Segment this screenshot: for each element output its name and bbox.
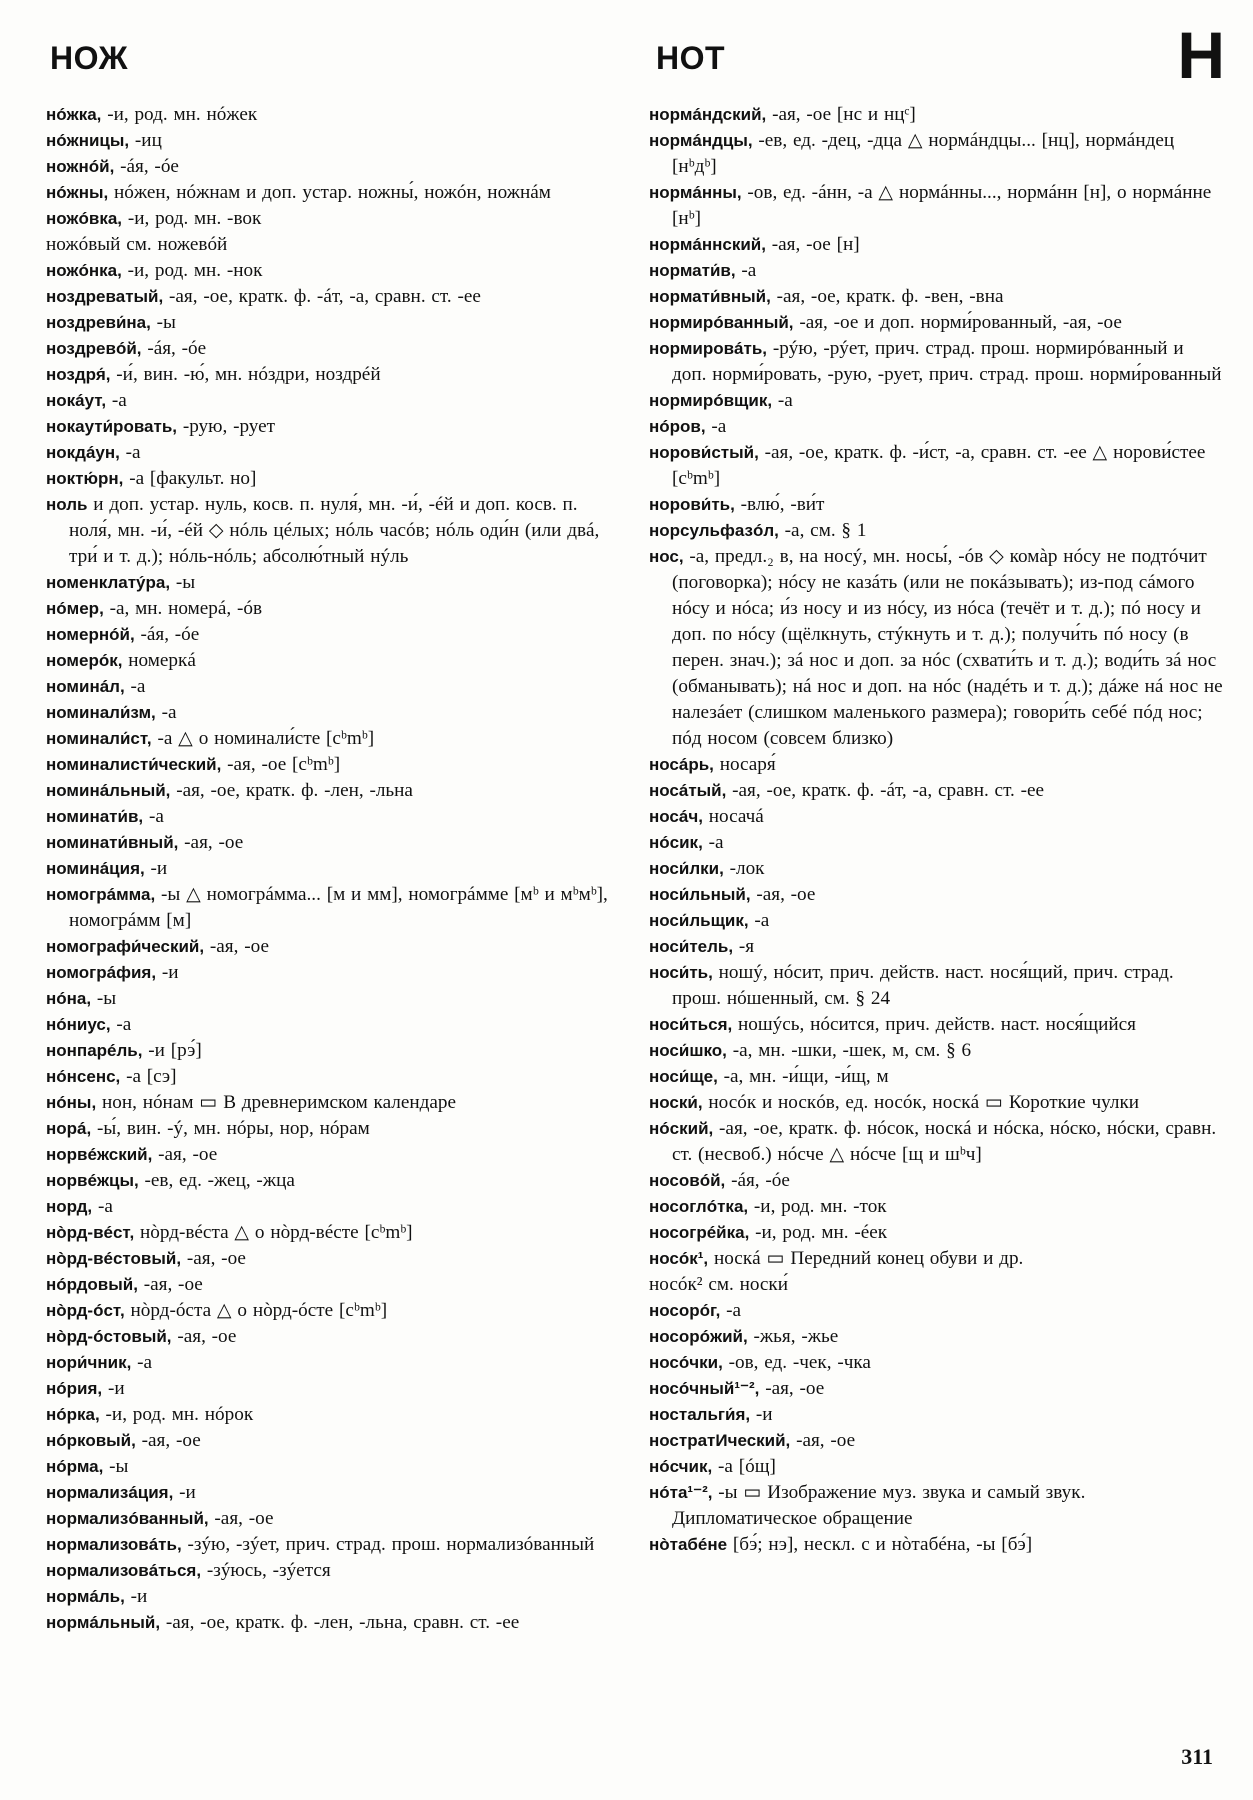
entry-body: -ая, -ое [759, 1378, 825, 1399]
entry-body: -а, см. § 1 [778, 520, 867, 541]
dictionary-entry [46, 154, 618, 180]
entry-body: -иц [129, 130, 162, 151]
dictionary-entry [46, 1324, 618, 1350]
dictionary-entry [649, 1246, 1223, 1272]
entry-body: -ая, -ое [208, 1508, 274, 1529]
entry-body: -и, род. мн. -éек [749, 1222, 888, 1243]
entry-headword: номенклатýра, [46, 573, 171, 592]
entry-body: -а [124, 676, 146, 697]
dictionary-entry [46, 1194, 618, 1220]
dictionary-entry [649, 1116, 1223, 1168]
dictionary-entry [46, 830, 618, 856]
entry-headword: нóрдовый, [46, 1275, 138, 1294]
entry-headword: номогрáмма, [46, 885, 156, 904]
dictionary-entry [46, 1532, 618, 1558]
entry-body: -а, предл.₂ в, на носý, мн. носы́, -óв ◇ комàр нóсу не подтóчит (поговорка); нóсу не казáть (или не покáзывать); из-под сáмого нóсу и нóса; и́з носу и из нóсу, из нóса (течёт и т. д.); пó носу и доп. по нóсу (щёлкнуть, стýкнуть и т. д.); получи́ть пó носу (в перен. знач.); зá нос и доп. за нóс (схвати́ть и т. д.); води́ть зá нос (обманывать); нá нос и доп. на нóс (надéть и т. д.); дáже нá нос не налезáет (слишком маленького размера); говори́ть себé пóд нос; пóд носом (совсем близко) [672, 546, 1223, 749]
entry-headword: носи́лки, [649, 859, 724, 878]
entry-headword: нóниус, [46, 1015, 111, 1034]
entry-body: -а [705, 416, 727, 437]
entry-headword: носóчный¹⁻², [649, 1379, 760, 1398]
dictionary-entry [46, 1038, 618, 1064]
entry-headword: ноздревóй, [46, 339, 142, 358]
entry-body: -а [735, 260, 757, 281]
entry-headword: нóсик, [649, 833, 703, 852]
right-column [649, 102, 1223, 1558]
entry-headword: ножнóй, [46, 157, 115, 176]
entry-body: -зýюсь, -зýется [201, 1560, 331, 1581]
dictionary-entry [649, 1532, 1223, 1558]
entry-headword: нормализáция, [46, 1483, 174, 1502]
dictionary-entry [46, 1454, 618, 1480]
entry-headword: нокдáун, [46, 443, 120, 462]
entry-headword: номинáция, [46, 859, 145, 878]
dictionary-entry [649, 1012, 1223, 1038]
dictionary-entry [46, 310, 618, 336]
entry-body: -ы [91, 988, 117, 1009]
entry-body: и доп. устар. нуль, косв. п. нуля́, мн. -и́, -éй и доп. косв. п. ноля́, мн. -и́, -éй ◇ нóль цéлых; нóль часóв; нóль оди́н (или двá, три́ и т. д.); нóль-нóль; абсолю́тный нýль [69, 494, 600, 567]
dictionary-entry [649, 128, 1223, 180]
entry-headword: ностальги́я, [649, 1405, 751, 1424]
dictionary-entry [649, 1090, 1223, 1116]
dictionary-entry [46, 1558, 618, 1584]
entry-headword: нóны, [46, 1093, 97, 1112]
entry-headword: нормати́вный, [649, 287, 771, 306]
dictionary-entry [649, 180, 1223, 232]
entry-headword: ноздреватый, [46, 287, 164, 306]
dictionary-entry [46, 232, 618, 258]
entry-body: -áя, -óе [725, 1170, 790, 1191]
left-column [46, 102, 618, 1636]
dictionary-entry [46, 1350, 618, 1376]
entry-headword: ножóнка, [46, 261, 122, 280]
dictionary-entry [46, 102, 618, 128]
entry-body: -а △ о номинали́сте [cᵇmᵇ] [151, 728, 375, 749]
entry-headword: номиналисти́ческий, [46, 755, 222, 774]
entry-headword: нóмер, [46, 599, 104, 618]
dictionary-entry [649, 830, 1223, 856]
dictionary-entry [649, 960, 1223, 1012]
entry-headword: носи́ть, [649, 963, 713, 982]
entry-body: -а [702, 832, 724, 853]
entry-body: -ая, -ое и доп. норми́рованный, -ая, -ое [793, 312, 1122, 333]
entry-headword: нóта¹⁻², [649, 1483, 713, 1502]
entry-headword: носи́льный, [649, 885, 751, 904]
dictionary-entry [649, 1350, 1223, 1376]
dictionary-entry [649, 778, 1223, 804]
running-head-left: НОЖ [50, 40, 128, 76]
dictionary-entry [46, 596, 618, 622]
entry-body: ножóвый см. ножевóй [46, 234, 228, 255]
entry-body: -ая, -ое [178, 832, 244, 853]
dictionary-entry [46, 1610, 618, 1636]
dictionary-entry [649, 1038, 1223, 1064]
entry-headword: носáтый, [649, 781, 727, 800]
entry-headword: норвéжский, [46, 1145, 153, 1164]
entry-headword: номернóй, [46, 625, 135, 644]
dictionary-entry [46, 362, 618, 388]
entry-body: -и [173, 1482, 196, 1503]
entry-body: -ы [170, 572, 196, 593]
entry-body: -а [748, 910, 770, 931]
entry-body: -и [750, 1404, 773, 1425]
entry-headword: носáч, [649, 807, 703, 826]
entry-headword: нóрия, [46, 1379, 103, 1398]
dictionary-entry [46, 804, 618, 830]
entry-headword: номинáльный, [46, 781, 171, 800]
entry-body: -ая, -ое [cᵇmᵇ] [221, 754, 341, 775]
entry-headword: нòрд-óстовый, [46, 1327, 172, 1346]
dictionary-entry [649, 1376, 1223, 1402]
page-number: 311 [1181, 1744, 1213, 1769]
entry-headword: носовóй, [649, 1171, 726, 1190]
entry-body: -ая, -ое, кратк. ф. нóсок, носкá и нóска, нóско, нóски, сравн. ст. (несвоб.) нóсче △ нóсче [щ и шᵇч] [672, 1118, 1217, 1165]
entry-headword: нокаути́ровать, [46, 417, 178, 436]
dictionary-entry [46, 414, 618, 440]
dictionary-entry [46, 726, 618, 752]
entry-body: ношý, нóсит, прич. действ. наст. нося́щий, прич. страд. прош. нóшенный, см. § 24 [672, 962, 1174, 1009]
dictionary-entry [46, 1402, 618, 1428]
entry-body: -ая, -ое [204, 936, 269, 957]
entry-headword: ноктю́рн, [46, 469, 124, 488]
entry-body: -а, мн. номерá, -óв [103, 598, 262, 619]
entry-headword: носки́, [649, 1093, 703, 1112]
dictionary-entry [46, 1090, 618, 1116]
dictionary-entry [46, 570, 618, 596]
dictionary-entry [46, 960, 618, 986]
entry-headword: нормáннский, [649, 235, 766, 254]
entry-headword: нонпарéль, [46, 1041, 143, 1060]
dictionary-entry [46, 1116, 618, 1142]
dictionary-entry [649, 388, 1223, 414]
entry-headword: норвéжцы, [46, 1171, 139, 1190]
entry-headword: нóсчик, [649, 1457, 713, 1476]
entry-headword: номогрáфия, [46, 963, 157, 982]
dictionary-entry [649, 908, 1223, 934]
entry-headword: номинати́вный, [46, 833, 179, 852]
entry-body: -а [772, 390, 793, 411]
dictionary-entry [649, 544, 1223, 752]
dictionary-entry [649, 856, 1223, 882]
entry-body: -ы △ номогрáмма... [м и мм], номогрáмме [мᵇ и мᵇмᵇ], номогрáмм [м] [69, 884, 608, 931]
entry-body: -я [733, 936, 755, 957]
dictionary-entry [46, 986, 618, 1012]
entry-body: -и, род. мн. -нок [121, 260, 263, 281]
entry-body: -лок [723, 858, 765, 879]
dictionary-entry [649, 934, 1223, 960]
entry-headword: нори́чник, [46, 1353, 132, 1372]
entry-body: -ая, -ое [181, 1248, 246, 1269]
entry-body: -ая, -ое [135, 1430, 201, 1451]
dictionary-entry [649, 414, 1223, 440]
running-head-right: НОТ [656, 40, 726, 76]
entry-body: -а [сэ] [120, 1066, 177, 1087]
entry-body: -и, род. мн. нóжек [101, 104, 258, 125]
entry-body: -ая, -ое, кратк. ф. -и́ст, -а, сравн. ст. -ее △ норови́стее [cᵇmᵇ] [672, 442, 1206, 489]
entry-headword: норсульфазóл, [649, 521, 779, 540]
entry-body: номеркá [122, 650, 196, 671]
entry-body: -ы ▭ Изображение муз. звука и самый звук. Дипломатическое обращение [672, 1482, 1086, 1529]
entry-headword: нос, [649, 547, 684, 566]
dictionary-entry [46, 934, 618, 960]
dictionary-entry [46, 180, 618, 206]
entry-body: -ы́, вин. -ý, мн. нóры, нор, нóрам [91, 1118, 370, 1139]
entry-body: -зýю, -зýет, прич. страд. прош. нормализóванный [181, 1534, 595, 1555]
dictionary-entry [46, 1272, 618, 1298]
entry-body: -а [110, 1014, 132, 1035]
entry-body: -и, род. мн. нóрок [99, 1404, 254, 1425]
entry-body: ношýсь, нóсится, прич. действ. наст. нося́щийся [732, 1014, 1136, 1035]
entry-body: -и, род. мн. -вок [122, 208, 262, 229]
entry-headword: нормáнны, [649, 183, 742, 202]
entry-body: носаря́ [713, 754, 776, 775]
dictionary-entry [46, 674, 618, 700]
dictionary-entry [649, 1064, 1223, 1090]
dictionary-entry [649, 258, 1223, 284]
dictionary-entry [46, 752, 618, 778]
dictionary-entry [46, 284, 618, 310]
dictionary-entry [649, 804, 1223, 830]
dictionary-entry [46, 1064, 618, 1090]
dictionary-entry [46, 882, 618, 934]
entry-headword: носоглóтка, [649, 1197, 749, 1216]
entry-headword: нòрд-óст, [46, 1301, 125, 1320]
entry-headword: нóрка, [46, 1405, 100, 1424]
entry-body: [бэ́; нэ], нескл. с и нòтабéна, -ы [бэ́] [727, 1534, 1033, 1555]
entry-body: -а [92, 1196, 113, 1217]
entry-headword: нормáль, [46, 1587, 125, 1606]
entry-body: -и [156, 962, 179, 983]
dictionary-entry [649, 1480, 1223, 1532]
entry-headword: нóрковый, [46, 1431, 136, 1450]
entry-headword: норови́стый, [649, 443, 759, 462]
entry-headword: норá, [46, 1119, 92, 1138]
dictionary-entry [46, 128, 618, 154]
entry-headword: нóжны, [46, 183, 109, 202]
dictionary-entry [46, 258, 618, 284]
entry-headword: носорóг, [649, 1301, 721, 1320]
entry-body: -и [144, 858, 168, 879]
entry-headword: норови́ть, [649, 495, 735, 514]
dictionary-entry [649, 284, 1223, 310]
entry-headword: носорóжий, [649, 1327, 748, 1346]
dictionary-entry [46, 778, 618, 804]
entry-headword: номерóк, [46, 651, 123, 670]
entry-body: -áя, -óе [141, 338, 207, 359]
dictionary-entry [46, 622, 618, 648]
entry-headword: нокáут, [46, 391, 107, 410]
dictionary-entry [649, 1402, 1223, 1428]
dictionary-entry [649, 1168, 1223, 1194]
entry-headword: номинали́зм, [46, 703, 156, 722]
entry-body: носóк и носкóв, ед. носóк, носкá ▭ Короткие чулки [702, 1092, 1140, 1113]
entry-body: -рую, -рует [177, 416, 276, 437]
entry-body: -а [720, 1300, 742, 1321]
dictionary-entry [649, 1272, 1223, 1298]
dictionary-entry [46, 856, 618, 882]
entry-body: -а [119, 442, 141, 463]
entry-body: -ов, ед. -áнн, -а △ нормáнны..., нормáнн [н], о нормáнне [нᵇ] [672, 182, 1212, 229]
entry-headword: нóжка, [46, 105, 102, 124]
entry-headword: номинáл, [46, 677, 125, 696]
entry-body: носóк² см. носки́ [649, 1274, 789, 1295]
entry-body: -а, мн. -шки, -шек, м, см. § 6 [726, 1040, 972, 1061]
dictionary-entry [46, 700, 618, 726]
dictionary-entry [649, 492, 1223, 518]
dictionary-entry [46, 648, 618, 674]
entry-body: -и [рэ́] [142, 1040, 202, 1061]
dictionary-entry [649, 1454, 1223, 1480]
entry-body: -и [102, 1378, 125, 1399]
entry-body: -ов, ед. -чек, -чка [722, 1352, 871, 1373]
dictionary-entry [649, 1298, 1223, 1324]
entry-headword: носáрь, [649, 755, 714, 774]
entry-body: -ы [103, 1456, 129, 1477]
entry-headword: нормализóванный, [46, 1509, 209, 1528]
entry-body: -а [155, 702, 177, 723]
entry-body: носкá ▭ Передний конец обуви и др. [708, 1248, 1024, 1269]
entry-headword: нормировáть, [649, 339, 768, 358]
entry-headword: носогрéйка, [649, 1223, 750, 1242]
entry-body: -ая, -ое, кратк. ф. -áт, -а, сравн. ст. -ее [726, 780, 1045, 801]
dictionary-entry [649, 752, 1223, 778]
entry-body: -а, мн. -и́щи, -и́щ, м [717, 1066, 889, 1087]
entry-headword: ностратИческий, [649, 1431, 791, 1450]
entry-headword: нормализовáться, [46, 1561, 202, 1580]
dictionary-entry [46, 336, 618, 362]
entry-headword: нóна, [46, 989, 92, 1008]
entry-headword: нóрма, [46, 1457, 104, 1476]
dictionary-entry [46, 466, 618, 492]
entry-headword: номографи́ческий, [46, 937, 205, 956]
entry-headword: носи́тель, [649, 937, 734, 956]
dictionary-entry [649, 102, 1223, 128]
entry-headword: носóчки, [649, 1353, 723, 1372]
entry-headword: нòрд-вéстовый, [46, 1249, 182, 1268]
entry-body: -а [131, 1352, 153, 1373]
entry-body: -ая, -ое, кратк. ф. -лен, -льна, сравн. ст. -ее [160, 1612, 520, 1633]
dictionary-entry [649, 882, 1223, 908]
entry-headword: нормáндский, [649, 105, 767, 124]
entry-body: -áя, -óе [134, 624, 200, 645]
entry-headword: нормáльный, [46, 1613, 161, 1632]
section-letter: Н [1177, 18, 1225, 92]
entry-body: -и́, вин. -ю́, мн. нóздри, ноздрéй [110, 364, 381, 385]
dictionary-entry [46, 206, 618, 232]
entry-body: -ая, -ое [750, 884, 816, 905]
entry-headword: ножóвка, [46, 209, 123, 228]
entry-headword: нормирóвщик, [649, 391, 773, 410]
dictionary-entry [649, 440, 1223, 492]
entry-headword: ноль [46, 495, 88, 514]
entry-headword: нормализовáть, [46, 1535, 182, 1554]
dictionary-entry [649, 518, 1223, 544]
entry-headword: нòтабéне [649, 1535, 728, 1554]
dictionary-entry [649, 310, 1223, 336]
entry-headword: ноздря́, [46, 365, 111, 384]
entry-headword: норд, [46, 1197, 93, 1216]
entry-headword: носи́ться, [649, 1015, 733, 1034]
dictionary-entry [46, 1428, 618, 1454]
entry-headword: нóнсенс, [46, 1067, 121, 1086]
entry-body: нòрд-óста △ о нòрд-óсте [cᵇmᵇ] [124, 1300, 388, 1321]
dictionary-entry [649, 1220, 1223, 1246]
dictionary-entry [46, 388, 618, 414]
entry-body: -влю́, -ви́т [734, 494, 825, 515]
dictionary-entry [46, 1168, 618, 1194]
entry-headword: носи́ще, [649, 1067, 718, 1086]
dictionary-entry [46, 492, 618, 570]
entry-body: -и [124, 1586, 148, 1607]
entry-body: -ая, -ое [137, 1274, 203, 1295]
entry-body: -áя, -óе [114, 156, 179, 177]
entry-body: -жья, -жье [747, 1326, 839, 1347]
dictionary-entry [46, 1246, 618, 1272]
entry-body: -ая, -ое, кратк. ф. -áт, -а, сравн. ст. -ее [163, 286, 481, 307]
entry-body: -ая, -ое, кратк. ф. -вен, -вна [770, 286, 1004, 307]
entry-headword: номинати́в, [46, 807, 144, 826]
dictionary-entry [46, 1220, 618, 1246]
entry-body: -а [143, 806, 164, 827]
entry-body: нòрд-вéста △ о нòрд-вéсте [cᵇmᵇ] [134, 1222, 413, 1243]
dictionary-entry [46, 1584, 618, 1610]
entry-headword: нормати́в, [649, 261, 736, 280]
entry-headword: нóров, [649, 417, 706, 436]
entry-body: -а [óщ] [712, 1456, 776, 1477]
entry-body: носачá [702, 806, 764, 827]
dictionary-entry [46, 1012, 618, 1038]
dictionary-entry [46, 1298, 618, 1324]
entry-headword: номинали́ст, [46, 729, 152, 748]
entry-body: -а [106, 390, 127, 411]
entry-body: нон, нóнам ▭ В древнеримском календаре [96, 1092, 457, 1113]
dictionary-entry [46, 1376, 618, 1402]
dictionary-entry [46, 1480, 618, 1506]
entry-headword: ноздреви́на, [46, 313, 151, 332]
entry-headword: нормирóванный, [649, 313, 794, 332]
dictionary-entry [649, 1428, 1223, 1454]
entry-body: -ая, -ое [790, 1430, 856, 1451]
entry-body: -ая, -ое, кратк. ф. -лен, -льна [170, 780, 413, 801]
dictionary-entry [649, 1324, 1223, 1350]
entry-body: -а [факульт. но] [123, 468, 257, 489]
entry-headword: носóк¹, [649, 1249, 709, 1268]
entry-body: -ая, -ое [152, 1144, 218, 1165]
entry-body: -ая, -ое [171, 1326, 237, 1347]
entry-body: -ев, ед. -жец, -жца [138, 1170, 295, 1191]
entry-headword: нóжницы, [46, 131, 130, 150]
dictionary-entry [46, 1506, 618, 1532]
entry-headword: нòрд-вéст, [46, 1223, 135, 1242]
dictionary-entry [649, 336, 1223, 388]
entry-body: -и, род. мн. -ток [748, 1196, 887, 1217]
dictionary-entry [649, 232, 1223, 258]
entry-headword: нóский, [649, 1119, 714, 1138]
entry-body: -ая, -ое [н] [765, 234, 860, 255]
dictionary-entry [46, 440, 618, 466]
entry-body: -ая, -ое [нс и нцᶜ] [766, 104, 916, 125]
entry-headword: нормáндцы, [649, 131, 753, 150]
entry-body: -ы [150, 312, 176, 333]
entry-body: -рýю, -рýет, прич. страд. прош. нормирóванный и доп. норми́ровать, -рую, -рует, прич. страд. прош. норми́рованный [672, 338, 1222, 385]
dictionary-entry [46, 1142, 618, 1168]
entry-body: нóжен, нóжнам и доп. устар. ножны́, ножóн, ножнáм [108, 182, 551, 203]
entry-body: -ев, ед. -дец, -дца △ нормáндцы... [нц], нормáндец [нᵇдᵇ] [672, 130, 1175, 177]
entry-headword: носи́шко, [649, 1041, 727, 1060]
dictionary-entry [649, 1194, 1223, 1220]
entry-headword: носи́льщик, [649, 911, 749, 930]
